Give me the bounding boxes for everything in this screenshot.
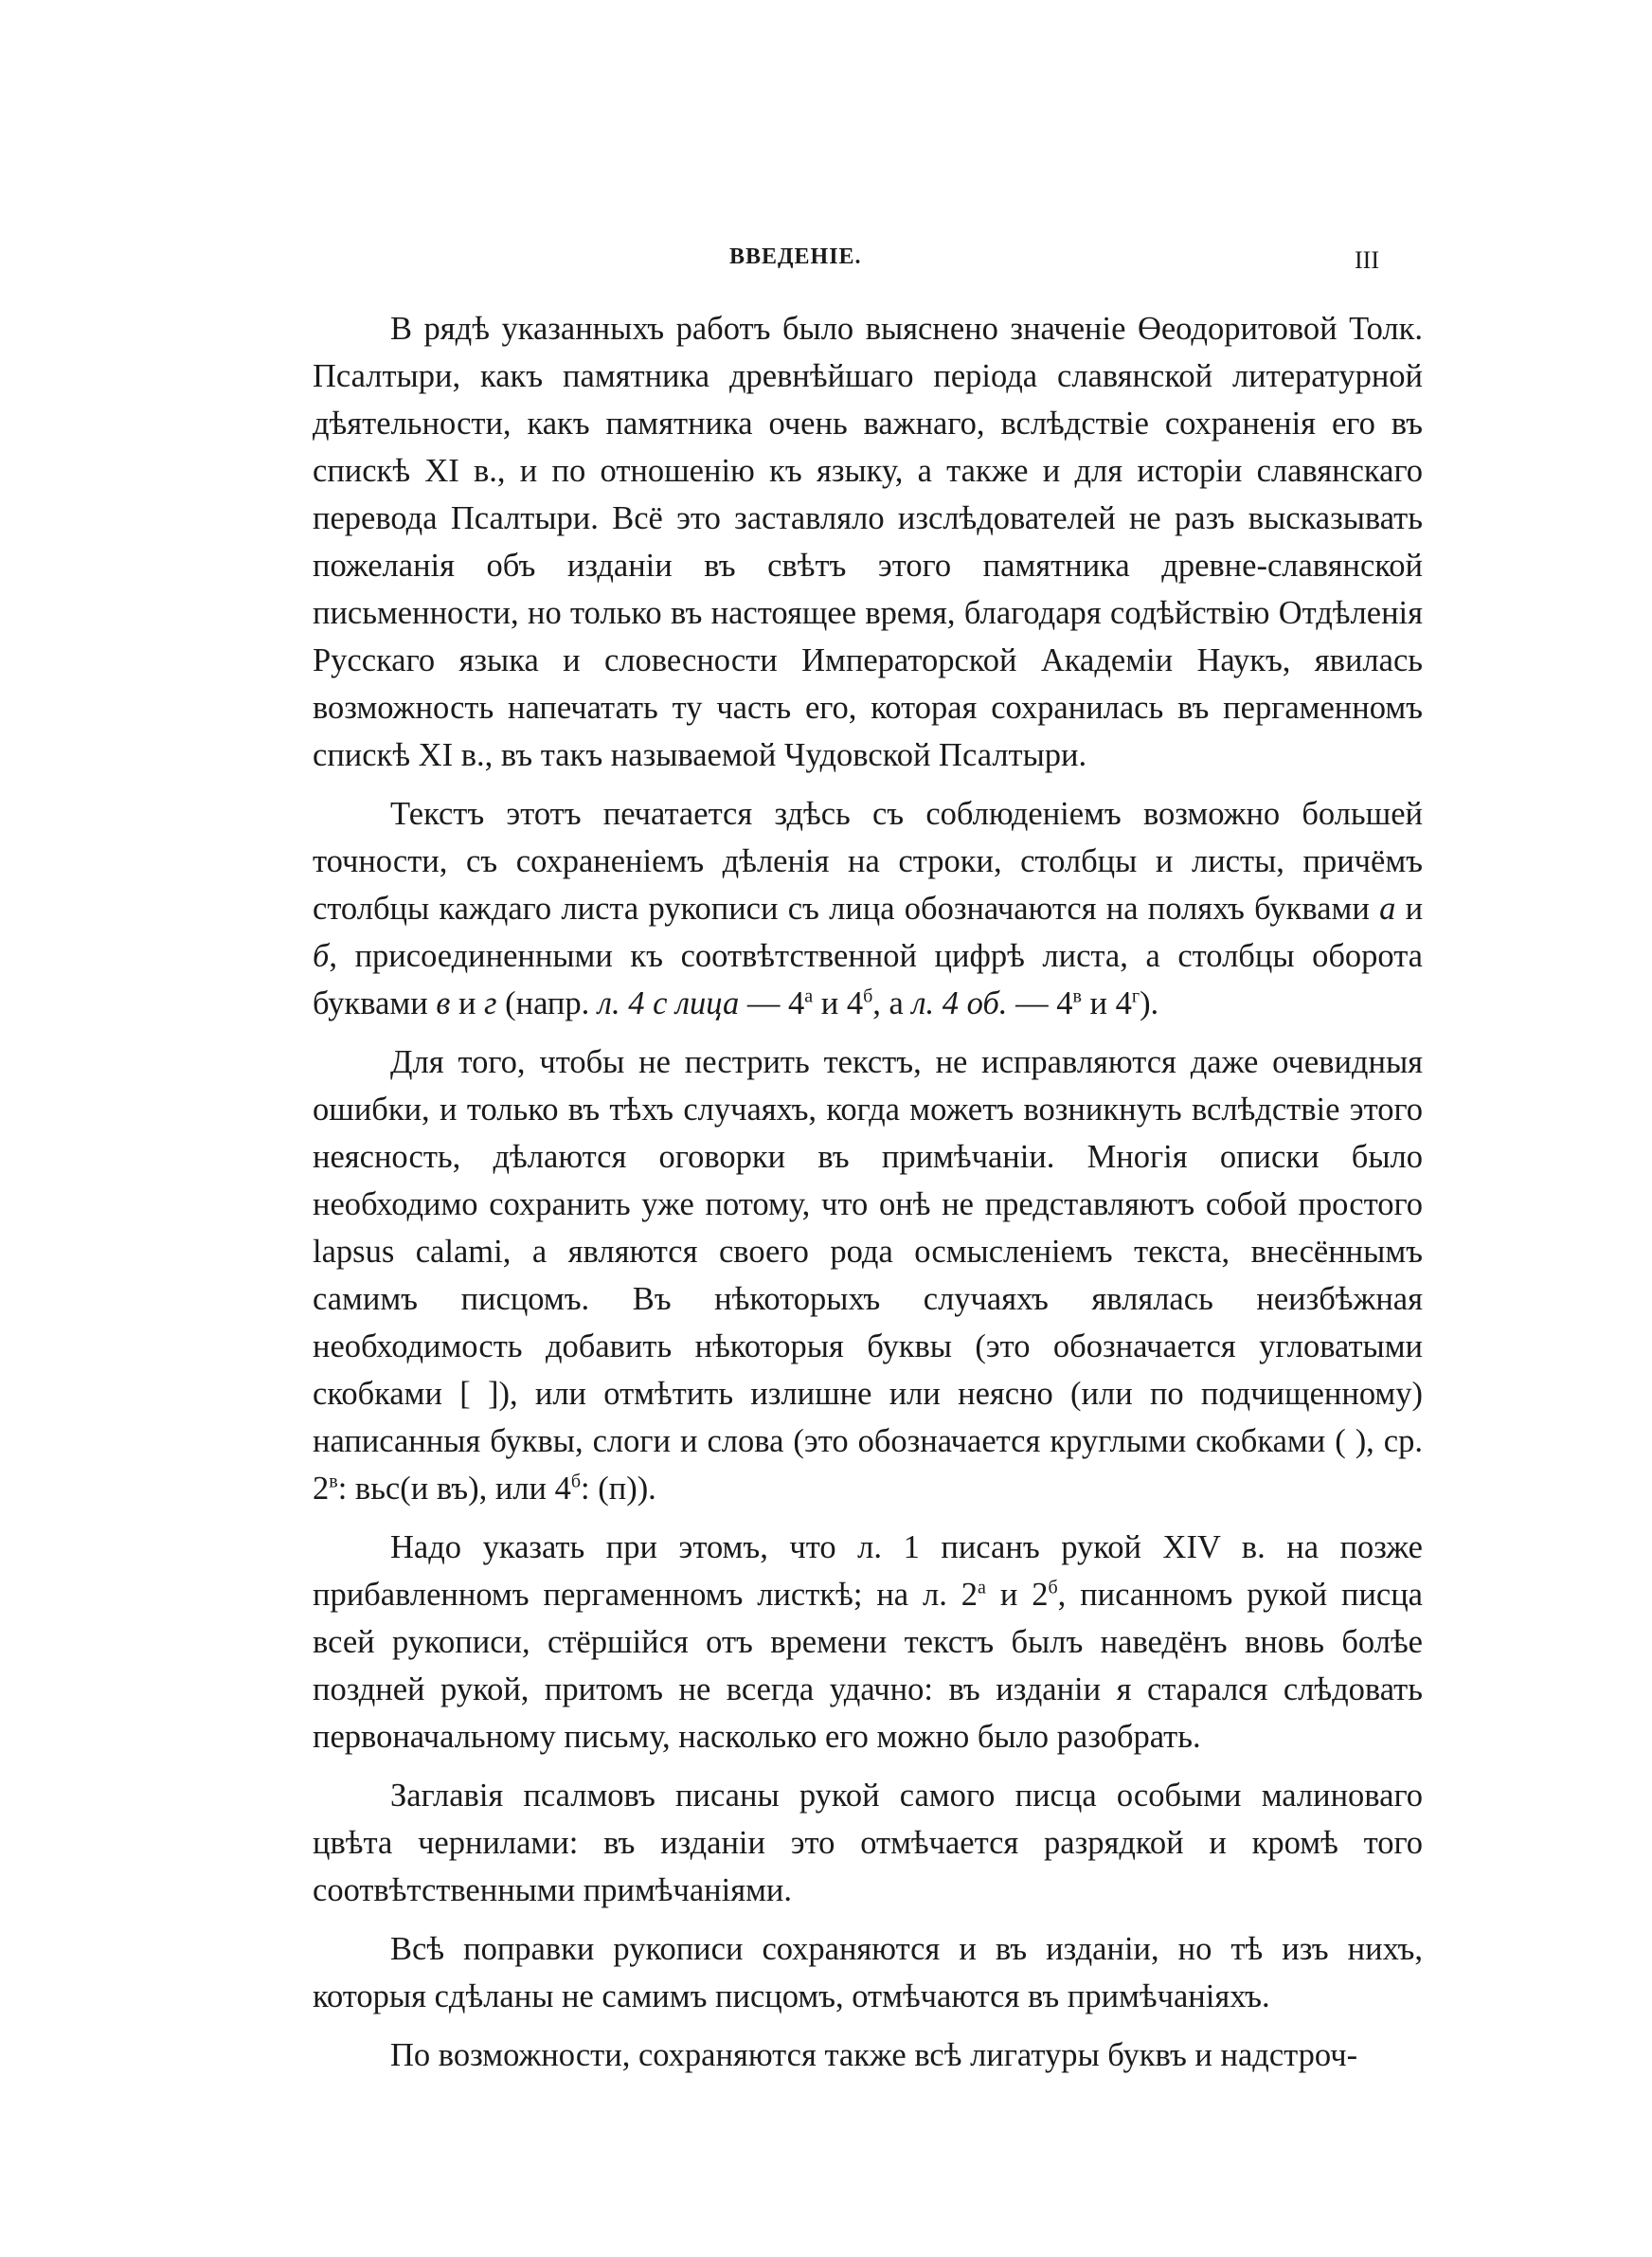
p2-example-2: л. 4 об. <box>911 985 1008 1021</box>
p2-comma: , а <box>872 985 904 1021</box>
p4-text-mid: и 2 <box>999 1577 1049 1613</box>
p2-sup-2: б <box>863 985 873 1007</box>
p3-text-mid: : вьс(и въ), или 4 <box>337 1471 571 1507</box>
paragraph-3 <box>313 1038 1423 1512</box>
p2-example-1: л. 4 с лица <box>597 985 740 1021</box>
p2-end: ). <box>1140 985 1159 1021</box>
paragraph-1: В рядѣ указанныхъ работъ было выяснено значенiе Өеодоритовой Толк. Псалтыри, какъ памятника древнѣйшаго перiода славянской литературной дѣятельности, какъ памятника очень важнаго, вслѣдствiе сохраненiя его въ спискѣ XI в., и по отношенiю къ языку, а также и для исторiи славянскаго перевода Псалтыри. Всё это заставляло изслѣдователей не разъ высказывать пожеланiя объ изданiи въ свѣтъ этого памятника древне-славянской письменности, но только въ настоящее время, благодаря содѣйствiю Отдѣленiя Русскаго языка и словесности Императорской Академiи Наукъ, явилась возможность напечатать ту часть его, которая сохранилась въ пергаменномъ спискѣ XI в., въ такъ называемой Чудовской Псалтыри. <box>313 311 1423 773</box>
paragraph-5: Заглавiя псалмовъ писаны рукой самого писца особыми малиноваго цвѣта чернилами: въ изданiи это отмѣчается разрядкой и кромѣ того соотвѣтственными примѣчанiями. <box>313 1778 1423 1908</box>
running-title: ВВЕДЕНIЕ. <box>729 244 862 269</box>
p2-letter-a: а <box>1379 891 1396 927</box>
paragraph-2 <box>313 790 1423 1027</box>
p3-text-main: Для того, чтобы не пестрить текстъ, не исправляются даже очевидныя ошибки, и только въ тѣхъ случаяхъ, когда можетъ возникнуть вслѣдствiе этого неясность, дѣлаются оговорки въ примѣчанiи. Многiя описки было необходимо сохранить уже потому, что онѣ не представляютъ собой простого lapsus calami, а являются своего рода осмысленiемъ текста, внесённымъ самимъ писцомъ. Въ нѣкоторыхъ случаяхъ являлась неизбѣжная необходимость добавить нѣкоторыя буквы (это обозначается угловатыми скобками [ ]), или отмѣтить излишне или неясно (или по подчищенному) написанныя буквы, слоги и слова (это обозначается круглыми скобками ( ), ср. 2 <box>313 1044 1423 1507</box>
p2-sup-4: г <box>1131 985 1140 1007</box>
p2-letter-g: г <box>484 985 497 1021</box>
paragraph-4 <box>313 1524 1423 1760</box>
paragraph-6: Всѣ поправки рукописи сохраняются и въ изданiи, но тѣ изъ нихъ, которыя сдѣланы не самимъ писцомъ, отмѣчаются въ примѣчанiяхъ. <box>313 1931 1423 2014</box>
p2-and-4: и 4 <box>1089 985 1132 1021</box>
p3-end: : (п)). <box>581 1471 656 1507</box>
p2-letter-v: в <box>436 985 451 1021</box>
p2-text-mid: , присоединенными къ соотвѣтственной цифрѣ листа, а столбцы оборота буквами <box>313 938 1423 1021</box>
body-text <box>313 305 1423 2090</box>
p3-sup-2: б <box>570 1471 582 1492</box>
p4-text-main: Надо указать при этомъ, что л. 1 писанъ рукой XIV в. на позже прибавленномъ пергаменномъ листкѣ; на л. 2 <box>313 1529 1423 1613</box>
p2-dash-2: — 4 <box>1015 985 1073 1021</box>
p2-and-2: и <box>458 985 476 1021</box>
paragraph-7: По возможности, сохраняются также всѣ лигатуры буквъ и надстроч- <box>390 2037 1358 2073</box>
p4-sup-1: а <box>978 1577 986 1598</box>
p4-end: , писанномъ рукой писца всей рукописи, стёршiйся отъ времени текстъ былъ наведёнъ вновь болѣе поздней рукой, притомъ не всегда удачно: въ изданiи я старался слѣдовать первоначальному письму, насколько его можно было разобрать. <box>313 1577 1423 1755</box>
p4-sup-2: б <box>1048 1577 1058 1598</box>
p2-sup-1: а <box>804 985 814 1007</box>
p2-sup-3: в <box>1072 985 1082 1007</box>
p2-and-3: и 4 <box>820 985 864 1021</box>
p2-text-main: Текстъ этотъ печатается здѣсь съ соблюденiемъ возможно большей точности, съ сохраненiемъ дѣленiя на строки, столбцы и листы, причёмъ столбцы каждаго листа рукописи съ лица обозначаются на поляхъ буквами <box>313 796 1423 927</box>
p2-and-1: и <box>1405 891 1424 927</box>
page-number: III <box>1355 246 1379 274</box>
p2-dash-1: — 4 <box>746 985 805 1021</box>
running-header <box>0 244 1652 282</box>
p3-sup-1: в <box>329 1471 338 1492</box>
p2-letter-b: б <box>313 938 330 974</box>
p2-napr: (напр. <box>505 985 590 1021</box>
